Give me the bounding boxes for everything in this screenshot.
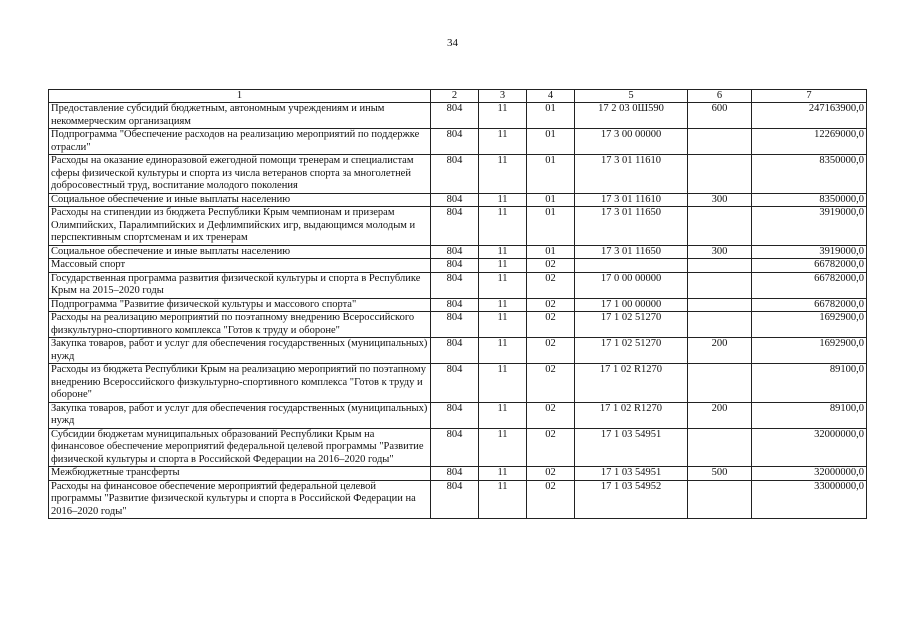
expense-type-code <box>688 298 752 312</box>
subsection-code: 02 <box>527 272 575 298</box>
subsection-code: 02 <box>527 312 575 338</box>
row-description: Предоставление субсидий бюджетным, автономным учреждениям и иным некоммерческим организациям <box>49 103 431 129</box>
row-description: Закупка товаров, работ и услуг для обеспечения государственных (муниципальных) нужд <box>49 402 431 428</box>
expense-type-code: 500 <box>688 467 752 481</box>
subsection-code: 02 <box>527 338 575 364</box>
header-col-6: 6 <box>688 90 752 103</box>
expense-type-code <box>688 480 752 519</box>
amount-value: 89100,0 <box>752 402 867 428</box>
section-code: 11 <box>479 467 527 481</box>
section-code: 11 <box>479 338 527 364</box>
table-row <box>49 103 867 129</box>
amount-value: 3919000,0 <box>752 207 867 246</box>
ministry-code: 804 <box>431 467 479 481</box>
table-row <box>49 467 867 481</box>
ministry-code: 804 <box>431 480 479 519</box>
budget-table <box>48 89 867 519</box>
subsection-code: 02 <box>527 364 575 403</box>
subsection-code: 02 <box>527 428 575 467</box>
ministry-code: 804 <box>431 402 479 428</box>
ministry-code: 804 <box>431 259 479 273</box>
section-code: 11 <box>479 272 527 298</box>
amount-value: 8350000,0 <box>752 193 867 207</box>
table-row <box>49 364 867 403</box>
row-description: Межбюджетные трансферты <box>49 467 431 481</box>
expense-type-code <box>688 155 752 194</box>
row-description: Социальное обеспечение и иные выплаты населению <box>49 245 431 259</box>
ministry-code: 804 <box>431 364 479 403</box>
header-col-1: 1 <box>49 90 431 103</box>
header-col-2: 2 <box>431 90 479 103</box>
section-code: 11 <box>479 129 527 155</box>
row-description: Расходы на реализацию мероприятий по поэтапному внедрению Всероссийского физкультурно-спортивного комплекса "Готов к труду и обороне" <box>49 312 431 338</box>
section-code: 11 <box>479 259 527 273</box>
expense-type-code <box>688 312 752 338</box>
table-row <box>49 480 867 519</box>
amount-value: 66782000,0 <box>752 298 867 312</box>
expense-type-code <box>688 364 752 403</box>
ministry-code: 804 <box>431 207 479 246</box>
ministry-code: 804 <box>431 155 479 194</box>
target-article-code: 17 1 02 51270 <box>575 312 688 338</box>
target-article-code: 17 3 01 11650 <box>575 245 688 259</box>
section-code: 11 <box>479 428 527 467</box>
row-description: Расходы на финансовое обеспечение мероприятий федеральной целевой программы "Развитие физической культуры и спорта в Российской Федерации на 2016–2020 годы" <box>49 480 431 519</box>
target-article-code: 17 1 00 00000 <box>575 298 688 312</box>
row-description: Расходы на оказание единоразовой ежегодной помощи тренерам и специалистам сферы физической культуры и спорта из числа ветеранов спорта за многолетней добросовестный труд, воспитание молодого поколения <box>49 155 431 194</box>
amount-value: 32000000,0 <box>752 467 867 481</box>
target-article-code: 17 1 02 R1270 <box>575 402 688 428</box>
row-description: Подпрограмма "Развитие физической культуры и массового спорта" <box>49 298 431 312</box>
table-row <box>49 312 867 338</box>
row-description: Расходы на стипендии из бюджета Республики Крым чемпионам и призерам Олимпийских, Паралимпийских и Дефлимпийских игр, выдающимся молодым и перспективным спортсменам и их тренерам <box>49 207 431 246</box>
expense-type-code: 200 <box>688 402 752 428</box>
subsection-code: 02 <box>527 467 575 481</box>
subsection-code: 01 <box>527 245 575 259</box>
header-row <box>49 90 867 103</box>
table-row <box>49 207 867 246</box>
section-code: 11 <box>479 312 527 338</box>
header-col-7: 7 <box>752 90 867 103</box>
target-article-code: 17 3 00 00000 <box>575 129 688 155</box>
subsection-code: 01 <box>527 193 575 207</box>
expense-type-code <box>688 272 752 298</box>
expense-type-code: 200 <box>688 338 752 364</box>
section-code: 11 <box>479 245 527 259</box>
target-article-code: 17 3 01 11610 <box>575 155 688 194</box>
table-row <box>49 193 867 207</box>
ministry-code: 804 <box>431 129 479 155</box>
expense-type-code <box>688 129 752 155</box>
ministry-code: 804 <box>431 245 479 259</box>
target-article-code: 17 1 02 51270 <box>575 338 688 364</box>
expense-type-code <box>688 259 752 273</box>
section-code: 11 <box>479 103 527 129</box>
table-row <box>49 338 867 364</box>
subsection-code: 01 <box>527 129 575 155</box>
amount-value: 89100,0 <box>752 364 867 403</box>
subsection-code: 02 <box>527 402 575 428</box>
ministry-code: 804 <box>431 103 479 129</box>
expense-type-code <box>688 428 752 467</box>
amount-value: 12269000,0 <box>752 129 867 155</box>
subsection-code: 01 <box>527 207 575 246</box>
ministry-code: 804 <box>431 193 479 207</box>
subsection-code: 01 <box>527 155 575 194</box>
amount-value: 32000000,0 <box>752 428 867 467</box>
subsection-code: 01 <box>527 103 575 129</box>
section-code: 11 <box>479 480 527 519</box>
section-code: 11 <box>479 298 527 312</box>
target-article-code: 17 0 00 00000 <box>575 272 688 298</box>
amount-value: 66782000,0 <box>752 259 867 273</box>
row-description: Субсидии бюджетам муниципальных образований Республики Крым на финансовое обеспечение мероприятий федеральной целевой программы "Развитие физической культуры и спорта в Российской Федерации на 2016–2020 годы" <box>49 428 431 467</box>
subsection-code: 02 <box>527 259 575 273</box>
target-article-code: 17 1 03 54952 <box>575 480 688 519</box>
table-row <box>49 272 867 298</box>
table-row <box>49 245 867 259</box>
row-description: Расходы из бюджета Республики Крым на реализацию мероприятий по поэтапному внедрению Всероссийского физкультурно-спортивного комплекса "Готов к труду и обороне" <box>49 364 431 403</box>
target-article-code: 17 1 03 54951 <box>575 467 688 481</box>
target-article-code: 17 1 02 R1270 <box>575 364 688 403</box>
amount-value: 33000000,0 <box>752 480 867 519</box>
row-description: Социальное обеспечение и иные выплаты населению <box>49 193 431 207</box>
amount-value: 3919000,0 <box>752 245 867 259</box>
subsection-code: 02 <box>527 298 575 312</box>
section-code: 11 <box>479 364 527 403</box>
target-article-code: 17 1 03 54951 <box>575 428 688 467</box>
row-description: Закупка товаров, работ и услуг для обеспечения государственных (муниципальных) нужд <box>49 338 431 364</box>
table-row <box>49 129 867 155</box>
header-col-5: 5 <box>575 90 688 103</box>
table-row <box>49 155 867 194</box>
expense-type-code <box>688 207 752 246</box>
target-article-code: 17 2 03 0Ш590 <box>575 103 688 129</box>
table-body <box>49 103 867 519</box>
amount-value: 1692900,0 <box>752 312 867 338</box>
row-description: Государственная программа развития физической культуры и спорта в Республике Крым на 2015–2020 годы <box>49 272 431 298</box>
amount-value: 247163900,0 <box>752 103 867 129</box>
amount-value: 1692900,0 <box>752 338 867 364</box>
target-article-code: 17 3 01 11650 <box>575 207 688 246</box>
subsection-code: 02 <box>527 480 575 519</box>
ministry-code: 804 <box>431 338 479 364</box>
table-row <box>49 259 867 273</box>
expense-type-code: 300 <box>688 245 752 259</box>
header-col-3: 3 <box>479 90 527 103</box>
section-code: 11 <box>479 193 527 207</box>
ministry-code: 804 <box>431 428 479 467</box>
row-description: Подпрограмма "Обеспечение расходов на реализацию мероприятий по поддержке отрасли" <box>49 129 431 155</box>
table-row <box>49 402 867 428</box>
section-code: 11 <box>479 207 527 246</box>
ministry-code: 804 <box>431 312 479 338</box>
row-description: Массовый спорт <box>49 259 431 273</box>
expense-type-code: 300 <box>688 193 752 207</box>
table-row <box>49 428 867 467</box>
header-col-4: 4 <box>527 90 575 103</box>
table-row <box>49 298 867 312</box>
target-article-code <box>575 259 688 273</box>
section-code: 11 <box>479 402 527 428</box>
amount-value: 66782000,0 <box>752 272 867 298</box>
ministry-code: 804 <box>431 272 479 298</box>
amount-value: 8350000,0 <box>752 155 867 194</box>
expense-type-code: 600 <box>688 103 752 129</box>
page-number: 34 <box>447 37 458 49</box>
ministry-code: 804 <box>431 298 479 312</box>
target-article-code: 17 3 01 11610 <box>575 193 688 207</box>
section-code: 11 <box>479 155 527 194</box>
